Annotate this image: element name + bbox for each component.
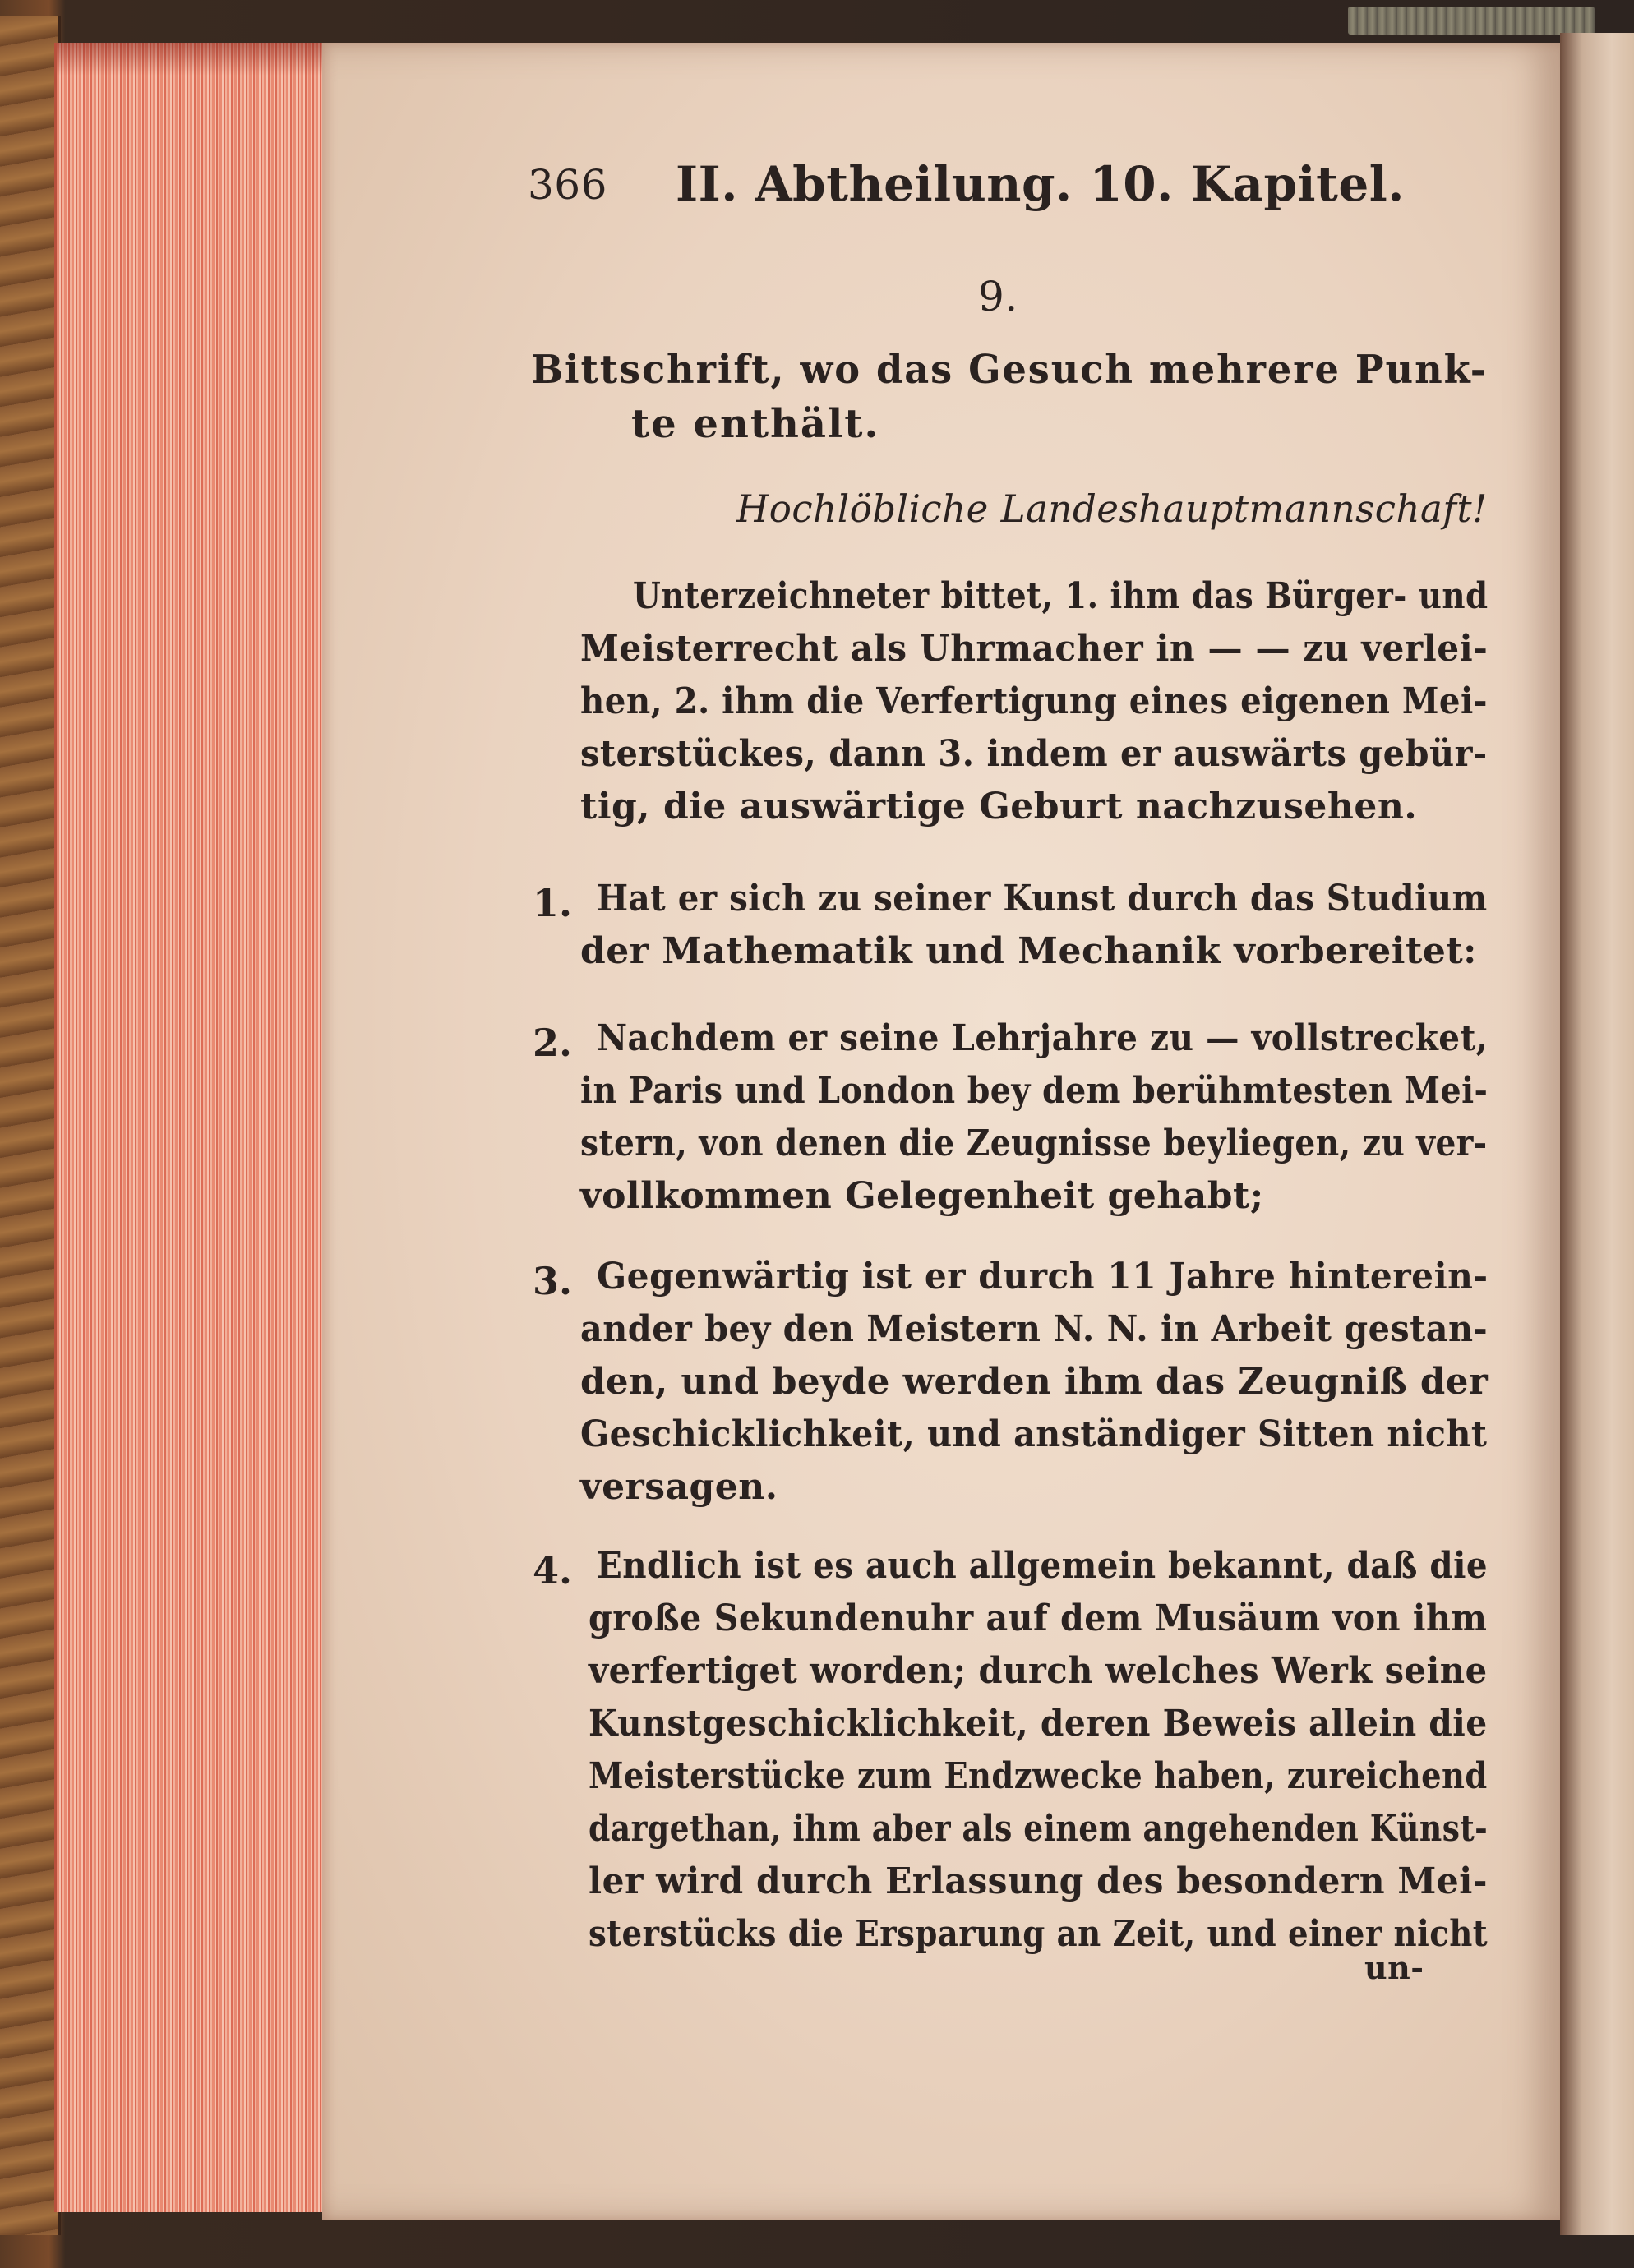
point-line: verfertiget worden; durch welches Werk seine xyxy=(589,1650,1488,1692)
page-block-edges xyxy=(54,43,328,2212)
point-line: Geschicklichkeit, und anständiger Sitten nicht xyxy=(580,1413,1488,1455)
point-number: 4. xyxy=(533,1548,573,1593)
cover-spine-edge xyxy=(0,16,61,2235)
point-number: 2. xyxy=(533,1021,573,1065)
point-line: vollkommen Gelegenheit gehabt; xyxy=(580,1175,1264,1217)
point-line: in Paris und London bey dem berühmtesten Mei- xyxy=(580,1070,1489,1112)
point-line: stern, von denen die Zeugnisse beyliegen, zu ver- xyxy=(580,1122,1488,1164)
point-line: Kunstgeschicklichkeit, deren Beweis allein die xyxy=(589,1703,1488,1745)
point-line: versagen. xyxy=(580,1466,778,1508)
catchword: un- xyxy=(1364,1949,1424,1986)
point-line: Hat er sich zu seiner Kunst durch das Studium xyxy=(597,878,1488,920)
point-line: große Sekundenuhr auf dem Musäum von ihm xyxy=(589,1597,1488,1639)
heading-line-2: te enthält. xyxy=(631,401,880,447)
heading-line-1: Bittschrift, wo das Gesuch mehrere Punk- xyxy=(531,347,1488,393)
intro-line: Unterzeichneter bittet, 1. ihm das Bürger- und xyxy=(633,575,1489,617)
page-number: 366 xyxy=(528,161,607,209)
intro-line: hen, 2. ihm die Verfertigung eines eigenen Mei- xyxy=(580,680,1488,722)
running-head: II. Abtheilung. 10. Kapitel. xyxy=(676,156,1406,212)
point-number: 3. xyxy=(533,1259,573,1303)
point-line: der Mathematik und Mechanik vorbereitet: xyxy=(580,930,1477,972)
point-number: 1. xyxy=(533,881,573,925)
point-line: dargethan, ihm aber als einem angehenden Künst- xyxy=(589,1808,1489,1850)
point-line: Gegenwärtig ist er durch 11 Jahre hinterein- xyxy=(597,1256,1489,1298)
point-line: ler wird durch Erlassung des besondern Mei- xyxy=(589,1860,1488,1902)
facing-page-edge xyxy=(1560,33,1634,2235)
bookmark-ribbon xyxy=(1348,7,1595,35)
point-line: Endlich ist es auch allgemein bekannt, daß die xyxy=(597,1545,1488,1587)
point-line: ander bey den Meistern N. N. in Arbeit gestan- xyxy=(580,1308,1489,1350)
salutation: Hochlöbliche Landeshauptmannschaft! xyxy=(736,486,1488,531)
point-line: den, und beyde werden ihm das Zeugniß der xyxy=(580,1361,1489,1403)
intro-line: Meisterrecht als Uhrmacher in — — zu verlei- xyxy=(580,628,1489,670)
intro-line: sterstückes, dann 3. indem er auswärts gebür- xyxy=(580,733,1488,775)
intro-line: tig, die auswärtige Geburt nachzusehen. xyxy=(580,786,1418,827)
point-line: sterstücks die Ersparung an Zeit, und einer nicht xyxy=(589,1913,1489,1955)
section-number: 9. xyxy=(978,273,1018,320)
point-line: Meisterstücke zum Endzwecke haben, zureichend xyxy=(589,1755,1488,1797)
point-line: Nachdem er seine Lehrjahre zu — vollstrecket, xyxy=(597,1017,1489,1059)
